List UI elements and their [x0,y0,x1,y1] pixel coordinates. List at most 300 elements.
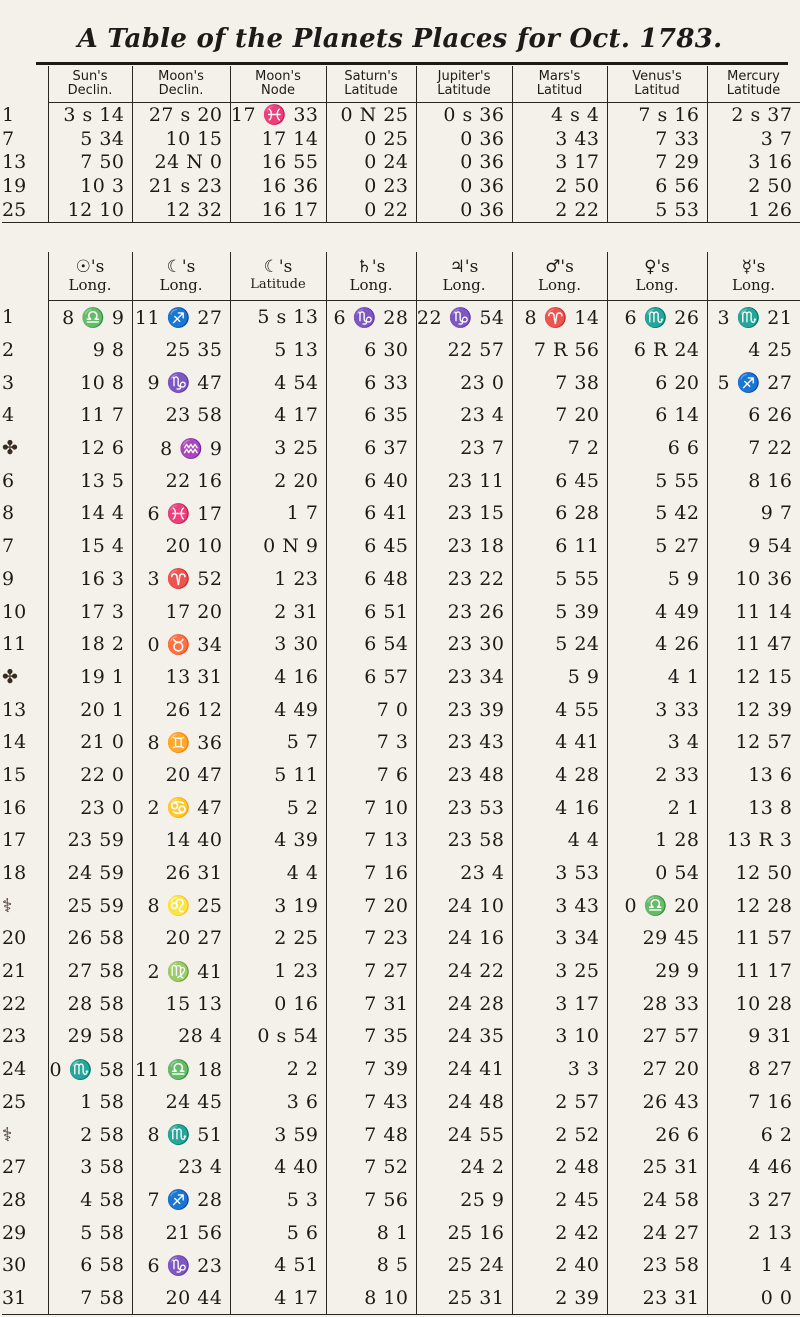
table-row [2,1086,800,1119]
table-cell: 6 54 [326,628,416,661]
table-cell: 9 8 [48,334,132,367]
table-cell: 27 20 [607,1053,707,1086]
table-cell: 5 s 13 [230,301,326,334]
table-cell: 7 58 [48,1282,132,1315]
table-cell: 12 39 [707,693,800,726]
table-cell: 17 3 [48,595,132,628]
table-cell: 2 22 [512,198,607,222]
table-cell: 13 31 [132,661,230,694]
table-cell: 21 0 [48,726,132,759]
table-cell: 6 11 [512,530,607,563]
column-header-label: Long. [68,276,112,294]
column-header [326,66,416,103]
table-cell: 2 57 [512,1086,607,1119]
table-cell: 5 3 [230,1184,326,1217]
table-cell: 12 6 [48,432,132,465]
day-label: 11 [2,633,27,656]
table-cell: 7 35 [326,1020,416,1053]
table-cell: 26 43 [607,1086,707,1119]
table-cell: 3 43 [512,127,607,151]
column-header-label: Long. [635,276,679,294]
table-cell: 3 17 [512,151,607,175]
page-title: A Table of the Planets Places for Oct. 1783. [77,24,723,54]
table-cell: 23 4 [416,857,512,890]
table-cell: 7 6 [326,759,416,792]
table-row [2,857,800,890]
table-cell: 4 16 [512,791,607,824]
table-cell: 24 58 [607,1184,707,1217]
table-row [2,530,800,563]
table-cell: 4 51 [230,1249,326,1282]
table-row [2,198,800,222]
table-cell: 5 27 [607,530,707,563]
table-cell: 3 34 [512,922,607,955]
table-cell: 4 39 [230,824,326,857]
table-cell: 5 2 [230,791,326,824]
table-cell: 2 13 [707,1216,800,1249]
table-cell: 0 36 [416,151,512,175]
column-header-label: Long. [159,276,203,294]
table-row [2,399,800,432]
table-cell: 2 20 [230,464,326,497]
table-row [2,987,800,1020]
table-cell: 4 17 [230,399,326,432]
table-cell: 24 27 [607,1216,707,1249]
table-cell: 7 ♐ 28 [132,1184,230,1217]
table-cell: 22 57 [416,334,512,367]
table-cell: 6 51 [326,595,416,628]
table-row [2,791,800,824]
table-cell: 5 24 [512,628,607,661]
column-header [607,252,707,301]
table-cell: 25 31 [607,1151,707,1184]
table-cell: 25 9 [416,1184,512,1217]
table-cell: 27 58 [48,955,132,988]
table-cell: 6 41 [326,497,416,530]
table-cell: 7 29 [607,151,707,175]
table-cell: 18 2 [48,628,132,661]
table-cell: 0 ♉ 34 [132,628,230,661]
table-cell: 1 58 [48,1086,132,1119]
table-row [2,661,800,694]
table-cell: 5 9 [512,661,607,694]
table-cell: 6 57 [326,661,416,694]
column-header [48,66,132,103]
table-cell: 26 58 [48,922,132,955]
table-cell: 24 45 [132,1086,230,1119]
table-row [2,151,800,175]
table-cell: 11 17 [707,955,800,988]
day-label: ⚕ [2,894,13,917]
day-label: 31 [2,1282,48,1315]
planet-symbol: ☾'s [263,257,293,277]
table-cell: 20 47 [132,759,230,792]
column-header [48,252,132,301]
table-cell: 6 20 [607,366,707,399]
latitude-table [2,66,800,223]
table-cell: 5 9 [607,563,707,596]
column-header-label: Long. [349,276,393,294]
table-cell: 24 N 0 [132,151,230,175]
table-cell: 24 28 [416,987,512,1020]
table-cell: 12 50 [707,857,800,890]
table-cell: 7 23 [326,922,416,955]
table-cell: 20 44 [132,1282,230,1315]
table-cell: 25 35 [132,334,230,367]
table-cell: 6 2 [707,1118,800,1151]
table-cell: 23 59 [48,824,132,857]
table-cell: 6 58 [48,1249,132,1282]
table-cell: 28 4 [132,1020,230,1053]
table-cell: 24 22 [416,955,512,988]
table-cell: 7 16 [326,857,416,890]
day-label: 10 [2,600,27,623]
table-cell: 4 49 [230,693,326,726]
day-label: 13 [2,698,27,721]
table-cell: 7 38 [512,366,607,399]
column-header [326,252,416,301]
table-cell: 23 39 [416,693,512,726]
table-cell: 7 2 [512,432,607,465]
table-cell: 23 31 [607,1282,707,1315]
table-cell: 4 1 [607,661,707,694]
column-header [416,252,512,301]
planet-symbol: ♀'s [644,257,670,277]
table-row [2,464,800,497]
table-cell: 3 33 [607,693,707,726]
table-cell: 12 28 [707,889,800,922]
table-cell: 4 58 [48,1184,132,1217]
table-row [2,595,800,628]
day-label: 18 [2,862,27,885]
table-cell: 0 s 54 [230,1020,326,1053]
column-header-line: Moon's [255,69,301,84]
column-header-line: Mars's [538,69,581,84]
table-cell: 24 2 [416,1151,512,1184]
table-row [2,563,800,596]
table-cell: 3 s 14 [48,103,132,127]
table-cell: 2 ♋ 47 [132,791,230,824]
table-cell: 12 57 [707,726,800,759]
day-label: ✤ [2,437,18,460]
table-cell: 2 40 [512,1249,607,1282]
table-cell: 4 4 [230,857,326,890]
table-cell: 2 48 [512,1151,607,1184]
table-cell: 8 ♊ 36 [132,726,230,759]
column-header-line: Mercury [727,69,780,84]
table-cell: 3 30 [230,628,326,661]
table-row [2,1282,800,1315]
table-cell: 16 55 [230,151,326,175]
table-cell: 0 24 [326,151,416,175]
table-cell: 11 7 [48,399,132,432]
table-cell: 12 10 [48,198,132,222]
table-cell: 3 17 [512,987,607,1020]
table-cell: 17 20 [132,595,230,628]
table-row [2,1020,800,1053]
table-cell: 0 ♏ 58 [48,1053,132,1086]
table-cell: 7 43 [326,1086,416,1119]
column-header-line: Node [261,83,295,98]
planet-symbol: ♄'s [356,257,386,277]
table-cell: 7 52 [326,1151,416,1184]
table-row [2,497,800,530]
table-cell: 3 59 [230,1118,326,1151]
table-cell: 21 s 23 [132,174,230,198]
table-cell: 7 20 [326,889,416,922]
table-cell: 0 25 [326,127,416,151]
table-cell: 29 45 [607,922,707,955]
table-cell: 24 35 [416,1020,512,1053]
table-cell: 23 58 [607,1249,707,1282]
table-cell: 7 48 [326,1118,416,1151]
table-cell: 7 13 [326,824,416,857]
table-cell: 11 14 [707,595,800,628]
table-cell: 23 0 [48,791,132,824]
table-cell: 11 57 [707,922,800,955]
table-row [2,922,800,955]
table-cell: 4 55 [512,693,607,726]
table-cell: 5 7 [230,726,326,759]
table-cell: 0 N 9 [230,530,326,563]
table-cell: 23 22 [416,563,512,596]
table-cell: 9 ♑ 47 [132,366,230,399]
table-cell: 8 16 [707,464,800,497]
table-row [2,1216,800,1249]
table-cell: 7 R 56 [512,334,607,367]
table-cell: 4 26 [607,628,707,661]
table-cell: 9 7 [707,497,800,530]
column-header-label: Long. [731,276,776,294]
table-cell: 2 33 [607,759,707,792]
table-cell: 3 58 [48,1151,132,1184]
day-label: 19 [2,175,27,198]
planet-symbol: ♂'s [545,257,574,277]
table-cell: 24 59 [48,857,132,890]
table-cell: 23 34 [416,661,512,694]
table-cell: 10 15 [132,127,230,151]
table-cell: 8 ♎ 9 [48,301,132,334]
table-cell: 24 41 [416,1053,512,1086]
table-cell: 19 1 [48,661,132,694]
table-cell: 25 16 [416,1216,512,1249]
table-cell: 1 4 [707,1249,800,1282]
column-header-line: Latitud [634,83,680,98]
table-cell: 24 16 [416,922,512,955]
day-label: 1 [2,306,15,329]
table-cell: 7 16 [707,1086,800,1119]
table-cell: 23 48 [416,759,512,792]
column-header [132,66,230,103]
table-cell: 2 52 [512,1118,607,1151]
table-cell: 6 37 [326,432,416,465]
table-cell: 28 58 [48,987,132,1020]
table-cell: 9 54 [707,530,800,563]
table-cell: 1 26 [707,198,800,222]
table-cell: 0 36 [416,174,512,198]
table-cell: 22 16 [132,464,230,497]
table-cell: 23 43 [416,726,512,759]
table-row [2,726,800,759]
table-cell: 23 30 [416,628,512,661]
table-cell: 20 10 [132,530,230,563]
table-cell: 5 42 [607,497,707,530]
column-header-line: Latitud [536,83,583,98]
table-cell: 4 40 [230,1151,326,1184]
table-cell: 23 58 [416,824,512,857]
table-cell: 3 10 [512,1020,607,1053]
table-cell: 23 4 [416,399,512,432]
column-header-line: Latitude [726,83,781,98]
table-cell: 25 59 [48,889,132,922]
table-cell: 11 ♐ 27 [132,301,230,334]
day-label: 24 [2,1058,27,1081]
column-header [230,252,326,301]
table-cell: 29 58 [48,1020,132,1053]
table-cell: 14 4 [48,497,132,530]
table-cell: 2 ♍ 41 [132,955,230,988]
table-cell: 6 45 [512,464,607,497]
table-cell: 5 ♐ 27 [707,366,800,399]
table-row [2,1249,800,1282]
day-label: 9 [2,567,15,590]
table-cell: 2 25 [230,922,326,955]
column-header-label: Long. [537,276,582,294]
table-row [2,1184,800,1217]
day-label: 7 [2,127,15,150]
table-cell: 5 55 [607,464,707,497]
table-cell: 4 25 [707,334,800,367]
day-label: 7 [2,535,15,558]
day-label: 25 [2,1090,27,1113]
table-row [2,693,800,726]
table-cell: 3 19 [230,889,326,922]
table-cell: 21 56 [132,1216,230,1249]
table-cell: 16 36 [230,174,326,198]
day-label: 14 [2,731,27,754]
table-row [2,824,800,857]
table-cell: 7 56 [326,1184,416,1217]
day-label: 13 [2,151,27,174]
table-cell: 0 N 25 [326,103,416,127]
table-cell: 5 11 [230,759,326,792]
planet-symbol: ♃'s [449,257,479,277]
table-cell: 10 36 [707,563,800,596]
table-cell: 3 25 [512,955,607,988]
table-cell: 3 4 [607,726,707,759]
table-cell: 3 16 [707,151,800,175]
table-cell: 7 50 [48,151,132,175]
table-cell: 23 7 [416,432,512,465]
day-label: 1 [2,103,15,126]
table-cell: 12 32 [132,198,230,222]
table-cell: 4 41 [512,726,607,759]
table-cell: 2 50 [512,174,607,198]
day-label: 17 [2,829,27,852]
table-cell: 16 17 [230,198,326,222]
column-header [707,252,800,301]
table-cell: 7 22 [707,432,800,465]
table-cell: 4 16 [230,661,326,694]
table-cell: 26 12 [132,693,230,726]
column-header-line: Latitude [344,83,398,98]
table-cell: 4 s 4 [512,103,607,127]
table-cell: 0 54 [607,857,707,890]
table-cell: 23 58 [132,399,230,432]
table-cell: 8 1 [326,1216,416,1249]
table-row [2,889,800,922]
table-cell: 8 ♏ 51 [132,1118,230,1151]
table-cell: 0 s 36 [416,103,512,127]
table-cell: 29 9 [607,955,707,988]
table-cell: 6 45 [326,530,416,563]
table-cell: 6 ♓ 17 [132,497,230,530]
table-cell: 20 27 [132,922,230,955]
column-header [230,66,326,103]
table-cell: 3 27 [707,1184,800,1217]
column-header [707,66,800,103]
column-header-line: Declin. [67,83,113,98]
planet-symbol: ☉'s [75,257,105,277]
table-row [2,1118,800,1151]
table-cell: 16 3 [48,563,132,596]
table-cell: 20 1 [48,693,132,726]
table-row [2,1151,800,1184]
table-cell: 3 43 [512,889,607,922]
table-cell: 7 31 [326,987,416,1020]
column-header-line: Latitude [437,83,491,98]
table-cell: 14 40 [132,824,230,857]
table-cell: 3 ♈ 52 [132,563,230,596]
table-cell: 6 40 [326,464,416,497]
table-cell: 2 2 [230,1053,326,1086]
table-row [2,127,800,151]
table-cell: 8 ♒ 9 [132,432,230,465]
table-cell: 26 31 [132,857,230,890]
table-cell: 4 49 [607,595,707,628]
table-cell: 5 58 [48,1216,132,1249]
table-cell: 28 33 [607,987,707,1020]
table-row [2,1053,800,1086]
day-label: 15 [2,763,27,786]
table-cell: 6 R 24 [607,334,707,367]
column-header-line: Venus's [632,69,682,84]
table-cell: 8 10 [326,1282,416,1315]
column-header-line: Moon's [158,69,204,84]
table-cell: 15 13 [132,987,230,1020]
table-cell: 5 34 [48,127,132,151]
table-cell: 2 42 [512,1216,607,1249]
table-cell: 1 23 [230,563,326,596]
table-cell: 26 6 [607,1118,707,1151]
column-header [512,66,607,103]
table-cell: 13 6 [707,759,800,792]
table-cell: 10 8 [48,366,132,399]
planet-symbol: ☾'s [166,257,196,277]
day-label: 25 [2,198,48,222]
table-cell: 3 7 [707,127,800,151]
table-cell: 12 15 [707,661,800,694]
table-cell: 2 s 37 [707,103,800,127]
table-cell: 5 13 [230,334,326,367]
day-label: 29 [2,1221,27,1244]
table-cell: 17 14 [230,127,326,151]
table-cell: 7 39 [326,1053,416,1086]
table-cell: 2 58 [48,1118,132,1151]
table-cell: 2 50 [707,174,800,198]
table-row [2,432,800,465]
column-header-line: Jupiter's [437,69,491,84]
